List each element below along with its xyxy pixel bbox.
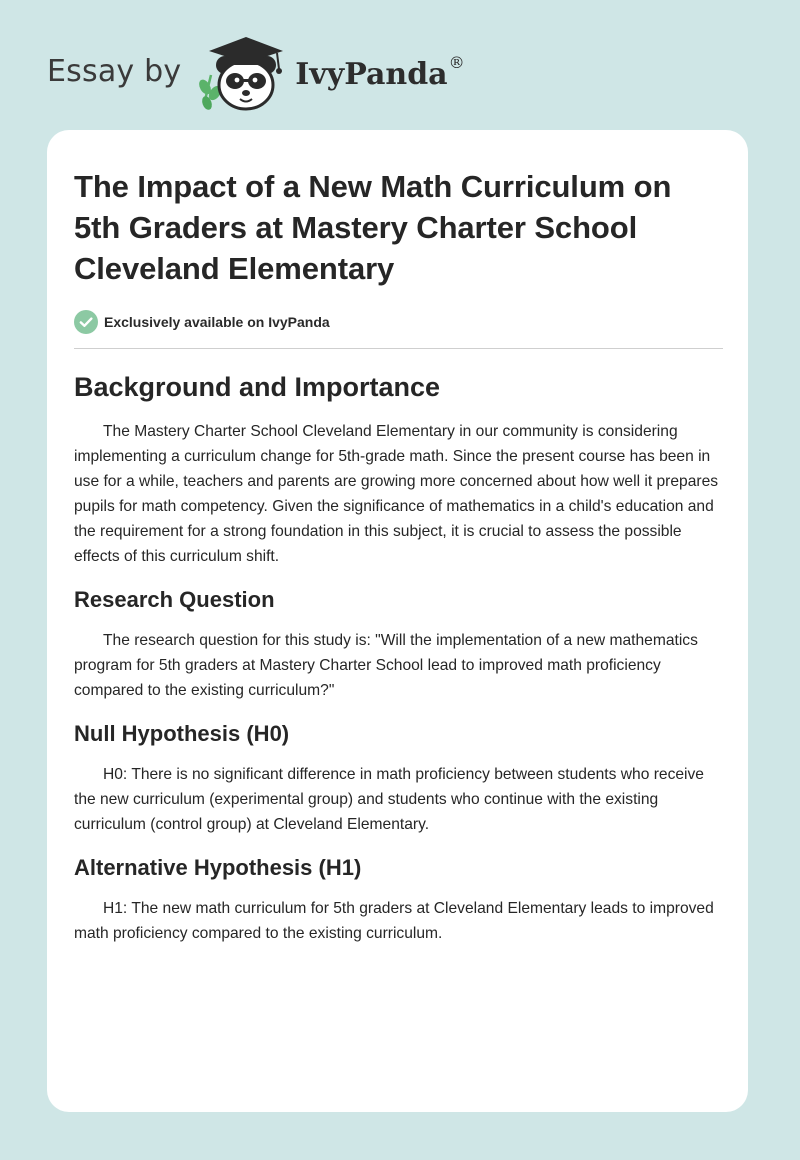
- ivypanda-logo-icon[interactable]: [195, 31, 291, 115]
- section-paragraph: The Mastery Charter School Cleveland Elementary in our community is considering implementing a curriculum change for 5th-grade math. Since the present course has been in use for a while, teachers and parents are growing more concerned about how well it prepares pupils for math competency. Given the significance of mathematics in a child's education and the requirement for a strong foundation in this subject, it is crucial to assess the possible effects of this curriculum shift.: [74, 423, 719, 565]
- section-heading: Research Question: [74, 587, 275, 612]
- title-divider: [74, 348, 723, 349]
- essay-title: The Impact of a New Math Curriculum on 5th Graders at Mastery Charter School Cleveland Elementary: [74, 169, 672, 286]
- registered-mark: ®: [448, 52, 465, 72]
- essay-by-label: Essay by: [47, 53, 182, 89]
- brand-text: IvyPanda: [295, 56, 448, 92]
- section-heading: Background and Importance: [74, 372, 441, 402]
- exclusive-badge-label: Exclusively available on IvyPanda: [104, 314, 330, 330]
- section-paragraph: H0: There is no significant difference in math proficiency between students who receive the new curriculum (experimental group) and students who continue with the existing curriculum (control group) at Cleveland Elementary.: [74, 766, 704, 833]
- brand-name[interactable]: [295, 52, 465, 92]
- section-heading: Alternative Hypothesis (H1): [74, 855, 362, 880]
- site-header: [47, 28, 465, 118]
- essay-content: [74, 166, 723, 946]
- essay-card: [47, 130, 748, 1112]
- exclusive-badge: [74, 310, 723, 334]
- check-badge-icon: [74, 310, 98, 334]
- section-paragraph: H1: The new math curriculum for 5th graders at Cleveland Elementary leads to improved math proficiency compared to the existing curriculum.: [74, 900, 714, 942]
- section-heading: Null Hypothesis (H0): [74, 721, 290, 746]
- section-paragraph: The research question for this study is: "Will the implementation of a new mathematics program for 5th graders at Mastery Charter School lead to improved math proficiency compared to the existing curriculum?": [74, 632, 698, 699]
